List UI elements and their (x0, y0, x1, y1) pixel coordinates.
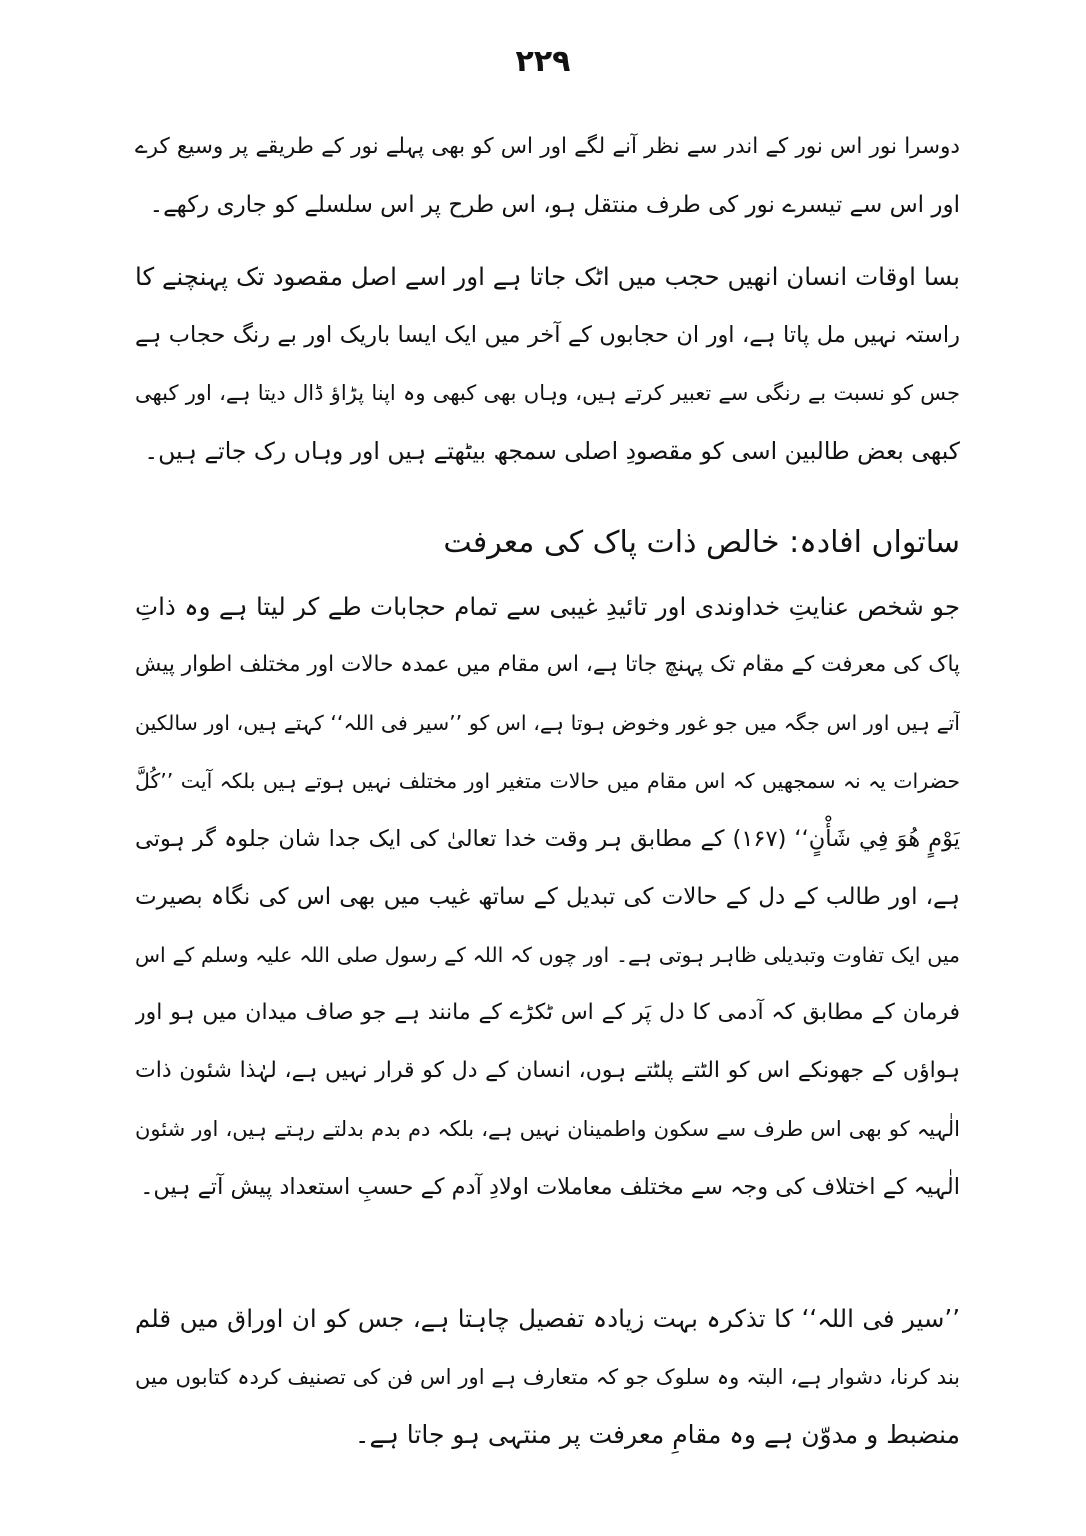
text-line: آتے ہیں اور اس جگہ میں جو غور وخوض ہوتا ہے، اس کو ’’سیر فی اللہ‘‘ کہتے ہیں، اور سالکین (135, 711, 960, 735)
text-line: اور اس سے تیسرے نور کی طرف منتقل ہو، اس طرح پر اس سلسلے کو جاری رکھے۔ (149, 192, 960, 218)
section-heading (135, 510, 960, 574)
paragraph-sair-fillah (135, 1290, 960, 1464)
text-line: میں ایک تفاوت وتبدیلی ظاہر ہوتی ہے۔ اور چوں کہ اللہ کے رسول صلی اللہ علیہ وسلم کے اس (135, 943, 960, 967)
text-line: الٰہیہ کے اختلاف کی وجہ سے مختلف معاملات اولادِ آدم کے حسبِ استعداد پیش آتے ہیں۔ (140, 1174, 960, 1200)
text-line: حضرات یہ نہ سمجھیں کہ اس مقام میں حالات متغیر اور مختلف نہیں ہوتے ہیں بلکہ آیت ’’كُلَّ (135, 769, 960, 793)
text-line: بند کرنا، دشوار ہے، البتہ وہ سلوک جو کہ متعارف ہے اور اس فن کی تصنیف کردہ کتابوں میں (135, 1365, 960, 1389)
page-number: ۲۲۹ (515, 44, 571, 79)
text-line: ہواؤں کے جھونکے اس کو الٹتے پلٹتے ہوں، انسان کے دل کو قرار نہیں ہے، لہٰذا شئون ذات (135, 1058, 960, 1083)
paragraph-continuation (135, 118, 960, 234)
text-line: ’’سیر فی اللہ‘‘ کا تذکرہ بہت زیادہ تفصیل چاہتا ہے، جس کو ان اوراق میں قلم (135, 1304, 960, 1333)
text-line: بسا اوقات انسان انھیں حجب میں اٹک جاتا ہے اور اسے اصل مقصود تک پہنچنے کا (135, 262, 960, 291)
paragraph-veils (135, 248, 960, 480)
text-line: جس کو نسبت بے رنگی سے تعبیر کرتے ہیں، وہاں بھی کبھی وہ اپنا پڑاؤ ڈال دیتا ہے، اور کبھی (135, 381, 960, 405)
text-line: منضبط و مدوّن ہے وہ مقامِ معرفت پر منتہی ہو جاتا ہے۔ (354, 1420, 960, 1449)
text-line: ہے، اور طالب کے دل کے حالات کی تبدیل کے ساتھ غیب میں بھی اس کی نگاہ بصیرت (135, 884, 960, 910)
text-line: راستہ نہیں مل پاتا ہے، اور ان حجابوں کے آخر میں ایک ایسا باریک اور بے رنگ حجاب ہے (135, 322, 960, 348)
text-line: فرمان کے مطابق کہ آدمی کا دل پَر کے اس ٹکڑے کے مانند ہے جو صاف میدان میں ہو اور (135, 1000, 960, 1025)
text-line: الٰہیہ کو بھی اس طرف سے سکون واطمینان نہیں ہے، بلکہ دم بدم بدلتے رہتے ہیں، اور شئون (135, 1117, 960, 1141)
text-line: کبھی بعض طالبین اسی کو مقصودِ اصلی سمجھ بیٹھتے ہیں اور وہاں رک جاتے ہیں۔ (144, 437, 960, 465)
text-line: جو شخص عنایتِ خداوندی اور تائیدِ غیبی سے تمام حجابات طے کر لیتا ہے وہ ذاتِ (135, 592, 960, 621)
text-line: دوسرا نور اس نور کے اندر سے نظر آنے لگے اور اس کو بھی پہلے نور کے طریقے پر وسیع کرے (135, 134, 960, 159)
heading-seventh-benefit: ساتواں افادہ: خالص ذات پاک کی معرفت (443, 525, 960, 560)
paragraph-marifat (135, 578, 960, 1216)
text-line: يَوْمٍ هُوَ فِي شَأْنٍ‘‘ (۱۶۷) کے مطابق ہر وقت خدا تعالیٰ کی ایک جدا شان جلوہ گر ہوتی (135, 826, 960, 852)
text-line: پاک کی معرفت کے مقام تک پہنچ جاتا ہے، اس مقام میں عمدہ حالات اور مختلف اطوار پیش (135, 652, 960, 677)
